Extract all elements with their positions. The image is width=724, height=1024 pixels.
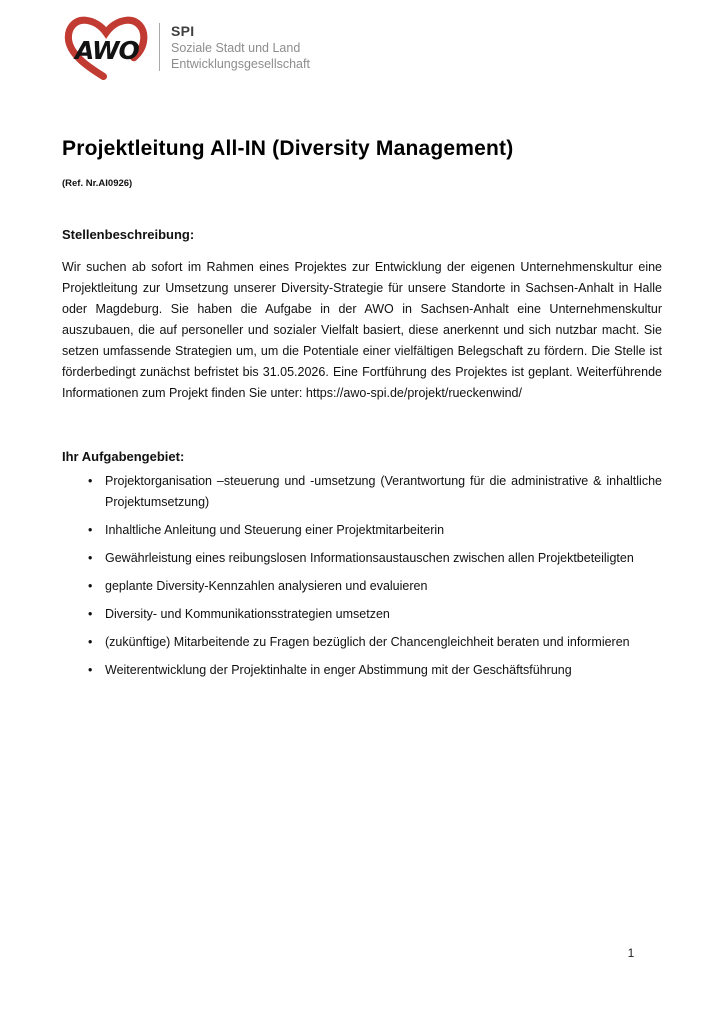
intro-paragraph-text: Wir suchen ab sofort im Rahmen eines Projektes zur Entwicklung der eigenen Unternehmenskultur eine Projektleitung zur Umsetzung unserer Diversity-Strategie für unsere Standorte in Sachsen-Anhalt in Halle oder Magdeburg. Sie haben die Aufgabe in der AWO in Sachsen-Anhalt eine Unternehmenskultur auszubauen, die auf personeller und sozialer Vielfalt basiert, diese anerkennt und sich nutzbar macht. Sie setzen umfassende Strategien um, um die Potentiale einer vielfältigen Belegschaft zu fördern. Die Stelle ist förderbedingt zunächst befristet bis 31.05.2026. Eine Fortführung des Projektes ist geplant. Weiterführende Informationen zum Projekt finden Sie unter: [62,260,662,400]
project-url-link[interactable]: https://awo-spi.de/projekt/rueckenwind/ [305,386,522,400]
bullet-icon: • [88,523,93,537]
bullet-icon: • [88,474,93,488]
awo-heart-logo [62,14,152,80]
list-item [62,520,662,541]
bullet-icon: • [88,635,93,649]
bullet-icon: • [88,579,93,593]
task-text: geplante Diversity-Kennzahlen analysieren und evaluieren [105,579,428,593]
task-text: Projektorganisation –steuerung und -umsetzung (Verantwortung für die administrative & inhaltliche Projektumsetzung) [105,474,662,509]
list-item [62,632,662,653]
awo-spi-logo [62,14,310,80]
logo-org-line2: Entwicklungsgesellschaft [171,56,310,71]
task-list [62,471,662,688]
section-heading-aufgabengebiet: Ihr Aufgabengebiet: [62,449,185,464]
bullet-icon: • [88,551,93,565]
logo-org-name: SPI [171,22,195,39]
task-text: Gewährleistung eines reibungslosen Informationsaustauschen zwischen allen Projektbeteiligten [105,551,634,565]
logo-org-line1: Soziale Stadt und Land [171,40,301,55]
bullet-icon: • [88,663,93,677]
section-heading-stellenbeschreibung: Stellenbeschreibung: [62,227,195,242]
task-text: Weiterentwicklung der Projektinhalte in enger Abstimmung mit der Geschäftsführung [105,663,572,677]
task-text: Diversity- und Kommunikationsstrategien umsetzen [105,607,390,621]
list-item [62,576,662,597]
awo-logo-text: AWO [75,36,139,65]
bullet-icon: • [88,607,93,621]
page-number: 1 [627,946,635,960]
list-item [62,660,662,681]
logo-org-block [171,23,310,72]
task-text: Inhaltliche Anleitung und Steuerung einer Projektmitarbeiterin [105,523,445,537]
list-item [62,604,662,625]
list-item [62,471,662,513]
intro-paragraph [62,257,662,404]
logo-divider [159,23,160,71]
list-item [62,548,662,569]
page-title: Projektleitung All-IN (Diversity Management) [62,137,514,160]
reference-number: (Ref. Nr.AI0926) [62,178,133,189]
task-text: (zukünftige) Mitarbeitende zu Fragen bezüglich der Chancengleichheit beraten und informieren [105,635,630,649]
